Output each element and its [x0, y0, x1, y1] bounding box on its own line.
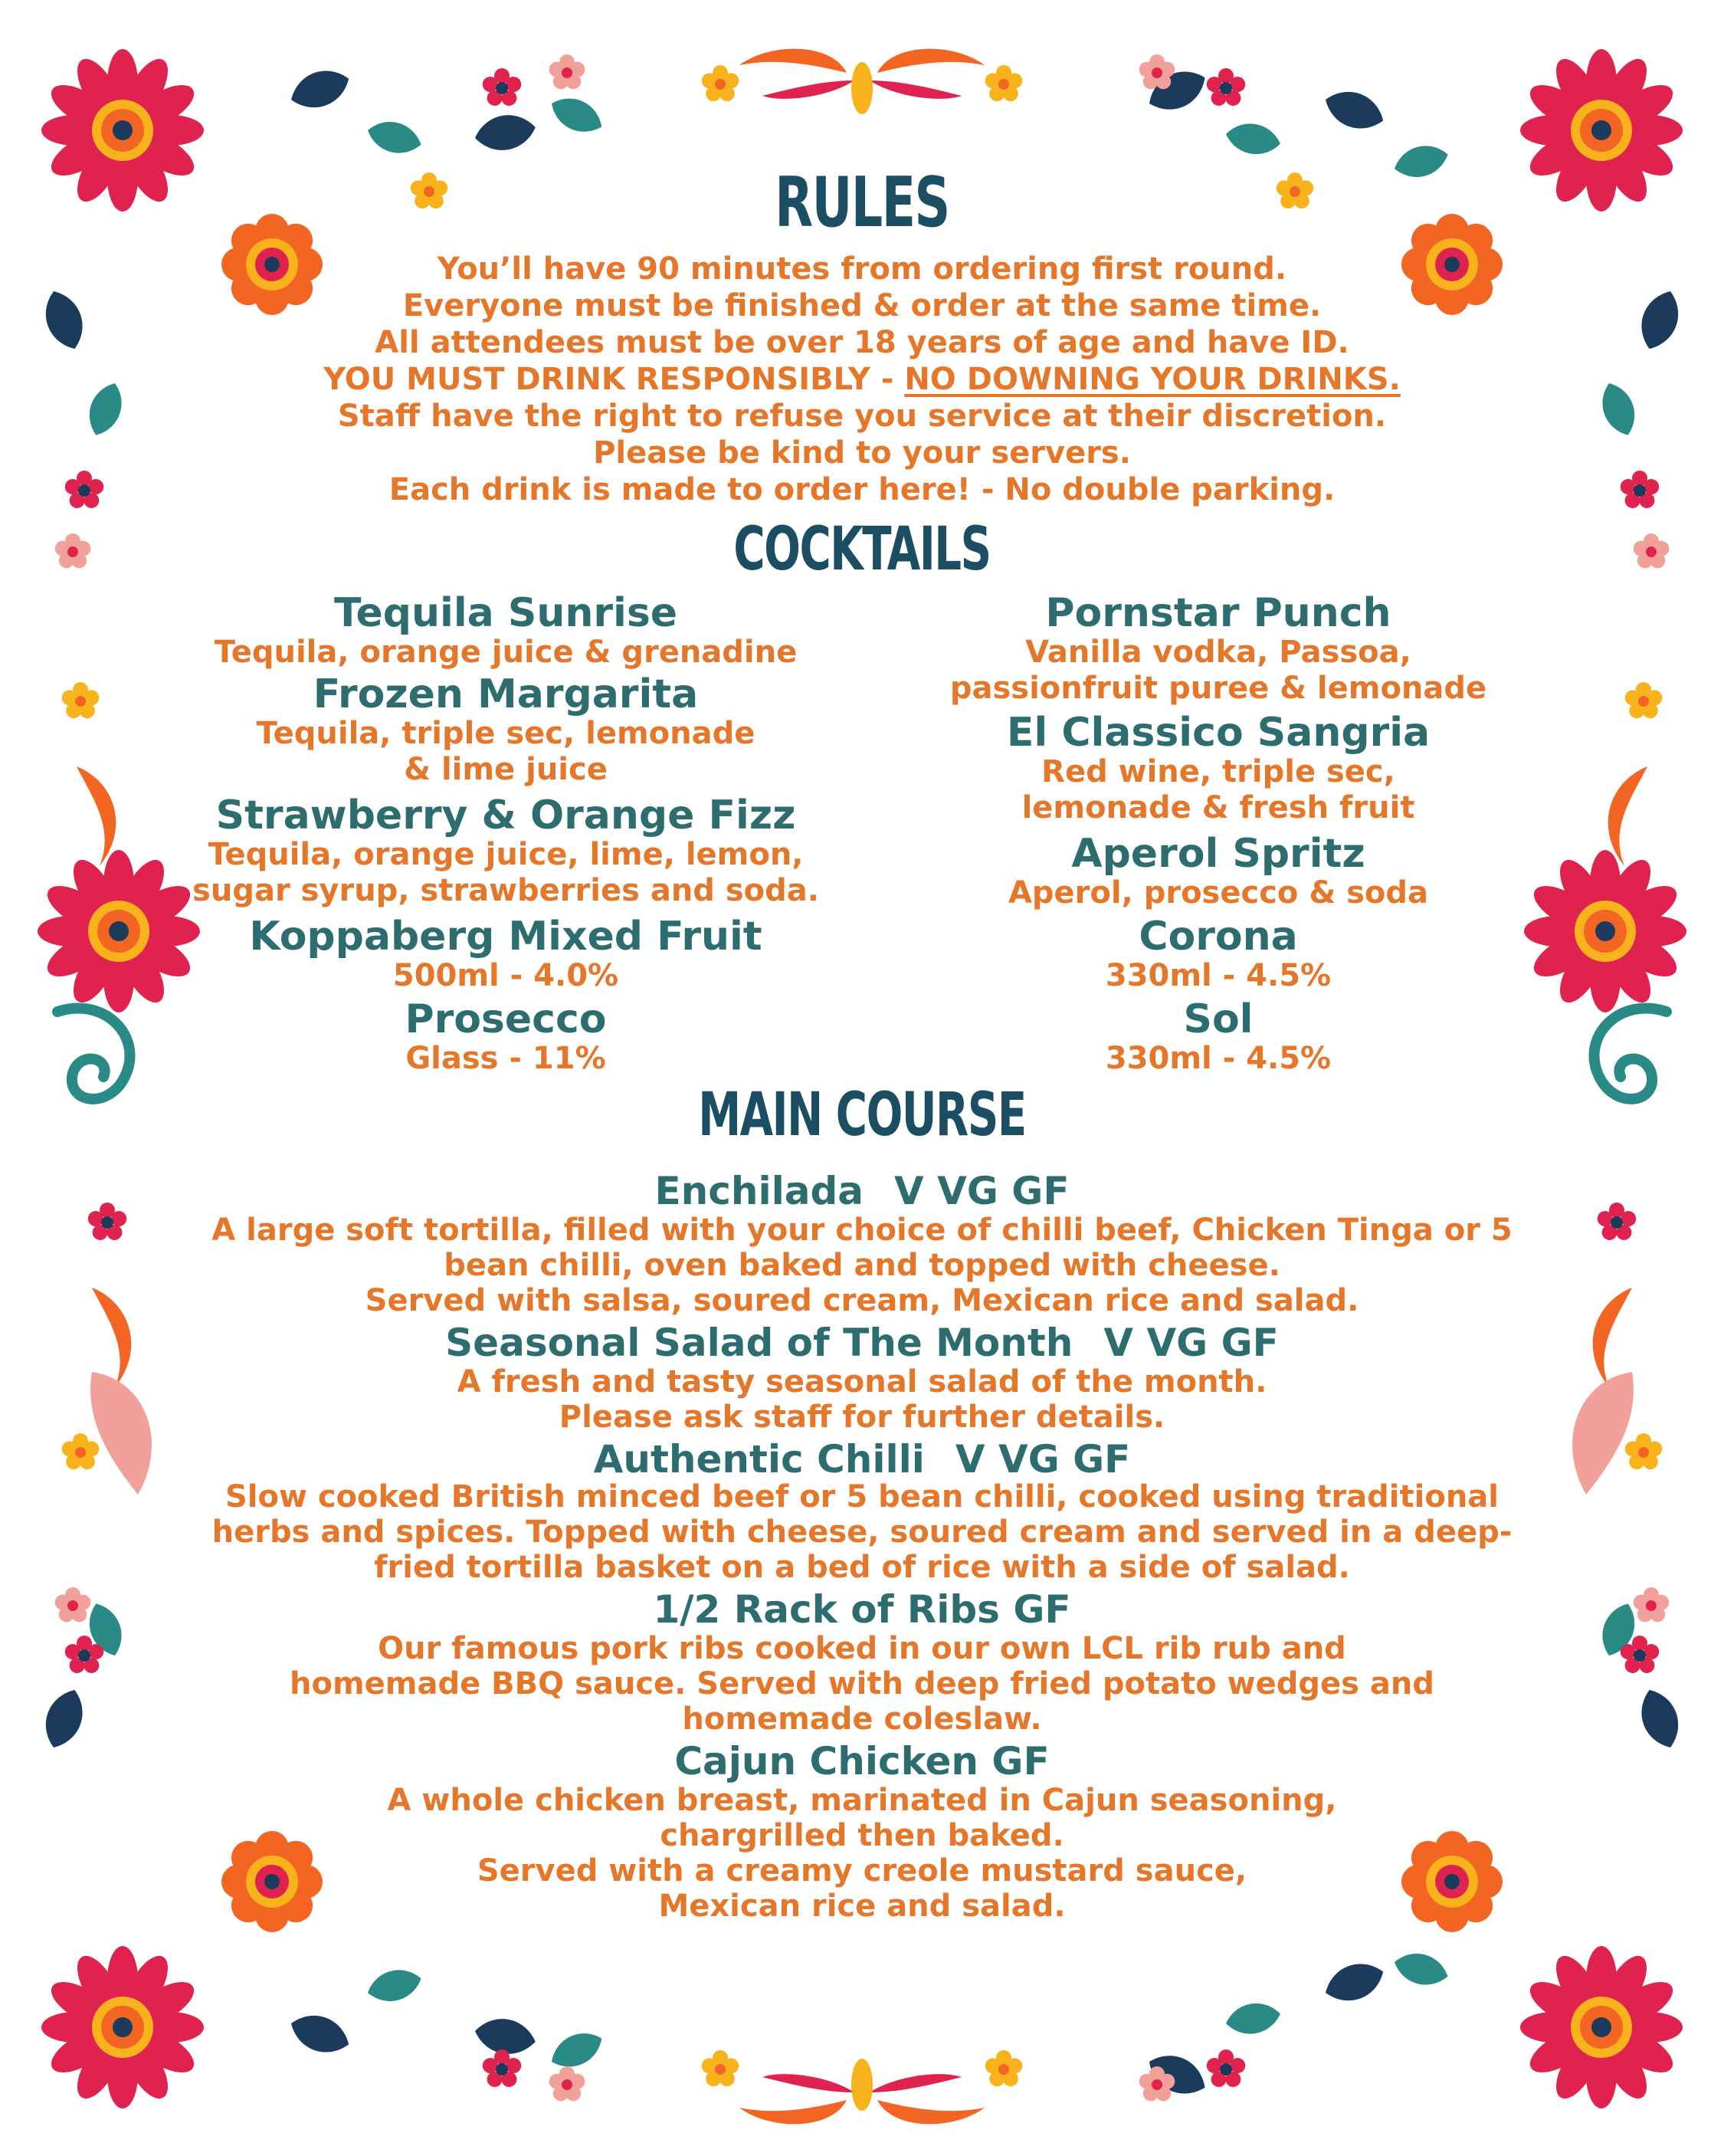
main-item-desc: Served with a creamy creole mustard sauce, — [477, 1853, 1247, 1889]
cocktail-desc: Vanilla vodka, Passoa, — [1025, 635, 1411, 670]
diet-tags: V VG GF — [894, 1169, 1070, 1213]
rule-line: Please be kind to your servers. — [593, 435, 1131, 471]
main-course-heading: MAIN COURSE — [698, 1081, 1026, 1150]
diet-tags: V VG GF — [955, 1437, 1131, 1482]
diet-tags: V VG GF — [1103, 1321, 1279, 1365]
cocktail-name: Sol — [1183, 996, 1254, 1042]
main-item-desc: fried tortilla basket on a bed of rice with a side of salad. — [374, 1550, 1350, 1585]
cocktail-desc: Tequila, triple sec, lemonade — [256, 716, 755, 751]
cocktail-name: Strawberry & Orange Fizz — [215, 793, 796, 838]
cocktail-name: Corona — [1139, 914, 1298, 960]
rule-line: Staff have the right to refuse you service at their discretion. — [337, 399, 1387, 434]
rule-line: All attendees must be over 18 years of age and have ID. — [375, 325, 1349, 360]
cocktail-item — [153, 592, 858, 671]
main-item-desc: homemade coleslaw. — [682, 1702, 1042, 1737]
cocktail-desc: sugar syrup, strawberries and soda. — [192, 873, 819, 908]
cocktail-desc: Tequila, orange juice & grenadine — [214, 635, 798, 670]
cocktail-item — [866, 832, 1571, 911]
rule-line: Everyone must be finished & order at the same time. — [402, 288, 1322, 323]
cocktail-item — [153, 915, 858, 994]
main-item-desc: Served with salsa, soured cream, Mexican rice and salad. — [365, 1283, 1359, 1318]
main-item-desc: Our famous pork ribs cooked in our own LCL rib rub and — [378, 1631, 1346, 1666]
cocktail-desc: 330ml - 4.5% — [1105, 1041, 1332, 1076]
cocktail-name: Pornstar Punch — [1045, 590, 1391, 636]
main-item-desc: A large soft tortilla, filled with your choice of chilli beef, Chicken Tinga or 5 — [211, 1213, 1513, 1248]
cocktail-desc: Red wine, triple sec, — [1041, 754, 1395, 789]
main-item-desc: herbs and spices. Topped with cheese, soured cream and served in a deep- — [211, 1514, 1513, 1550]
cocktail-desc: & lime juice — [404, 752, 608, 787]
cocktail-item — [866, 592, 1571, 707]
main-item-title: Cajun Chicken GF — [674, 1739, 1050, 1784]
main-item-title: 1/2 Rack of Ribs GF — [653, 1587, 1071, 1632]
cocktail-name: Frozen Margarita — [313, 671, 699, 717]
cocktail-item — [153, 794, 858, 909]
cocktail-name: El Classico Sangria — [1006, 710, 1431, 756]
rule-line: Each drink is made to order here! - No double parking. — [388, 472, 1336, 507]
cocktail-name: Aperol Spritz — [1071, 831, 1365, 877]
main-item-title: Enchilada — [654, 1169, 864, 1213]
main-item-desc: homemade BBQ sauce. Served with deep fried potato wedges and — [290, 1666, 1434, 1702]
cocktail-item — [153, 998, 858, 1077]
cocktail-desc: 500ml - 4.0% — [392, 958, 619, 993]
rules-heading: RULES — [775, 162, 949, 243]
main-item-title: Seasonal Salad of The Month — [445, 1321, 1073, 1365]
rule-warning — [0, 362, 1724, 397]
cocktail-desc: Glass - 11% — [405, 1041, 606, 1076]
main-item-name — [0, 1588, 1724, 1631]
rule-line: You’ll have 90 minutes from ordering first round. — [437, 251, 1287, 287]
cocktail-desc: passionfruit puree & lemonade — [949, 671, 1487, 706]
cocktail-item — [866, 998, 1571, 1077]
main-item-name — [0, 1170, 1724, 1213]
cocktail-item — [866, 915, 1571, 994]
main-item-desc: bean chilli, oven baked and topped with cheese. — [444, 1248, 1280, 1283]
cocktails-heading: COCKTAILS — [733, 515, 991, 584]
main-item-name — [0, 1740, 1724, 1783]
main-item-title: Authentic Chilli — [593, 1437, 925, 1482]
main-item-desc: Mexican rice and salad. — [658, 1889, 1066, 1924]
cocktail-item — [866, 711, 1571, 826]
main-item-desc: Please ask staff for further details. — [559, 1400, 1165, 1435]
cocktail-name: Koppaberg Mixed Fruit — [249, 914, 762, 960]
cocktail-desc: Aperol, prosecco & soda — [1008, 875, 1429, 911]
main-item-desc: chargrilled then baked. — [660, 1818, 1064, 1853]
rule-warning-prefix: YOU MUST DRINK RESPONSIBLY - — [323, 362, 905, 397]
main-item-desc: A whole chicken breast, marinated in Cajun seasoning, — [387, 1783, 1337, 1818]
cocktail-desc: 330ml - 4.5% — [1105, 958, 1332, 993]
cocktail-name: Prosecco — [405, 996, 607, 1042]
cocktail-item — [153, 673, 858, 788]
main-item-name — [0, 1438, 1724, 1481]
main-item-desc: A fresh and tasty seasonal salad of the month. — [457, 1364, 1267, 1400]
cocktail-name: Tequila Sunrise — [333, 590, 678, 636]
rule-warning-underlined: NO DOWNING YOUR DRINKS. — [904, 362, 1401, 397]
main-item-desc: Slow cooked British minced beef or 5 bean chilli, cooked using traditional — [225, 1479, 1499, 1514]
cocktail-desc: Tequila, orange juice, lime, lemon, — [208, 837, 804, 872]
cocktail-desc: lemonade & fresh fruit — [1021, 790, 1415, 825]
main-item-name — [0, 1321, 1724, 1364]
